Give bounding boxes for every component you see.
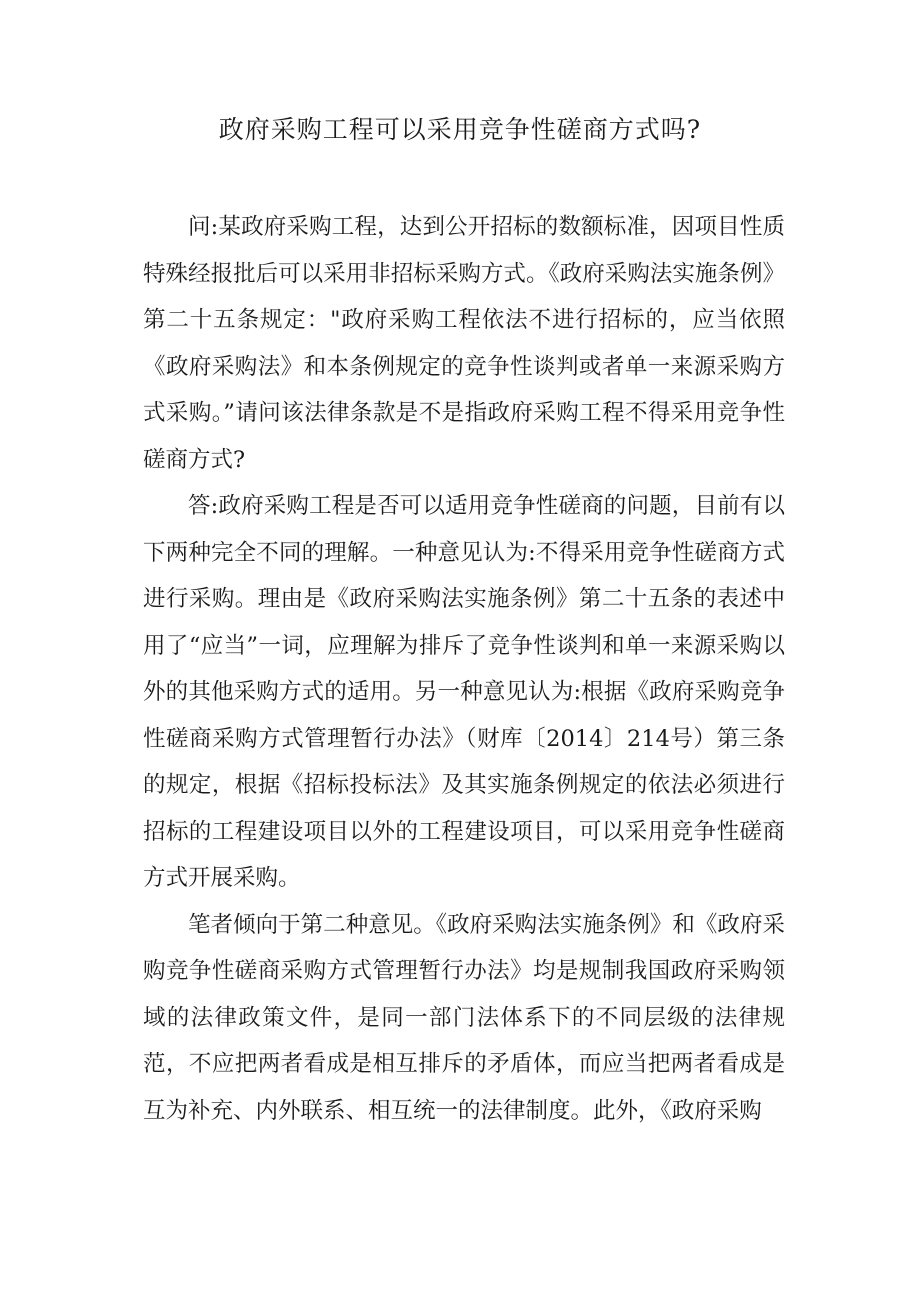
paragraph-question: 问:某政府采购工程，达到公开招标的数额标准，因项目性质特殊经报批后可以采用非招标采购方式。《政府采购法实施条例》第二十五条规定："政府采购工程依法不进行招标的，应当依照《政府采购法》和本条例规定的竞争性谈判或者单一来源采购方式采购。”请问该法律条款是不是指政府采购工程不得采用竞争性磋商方式?: [143, 214, 785, 473]
document-body: [143, 204, 785, 1134]
paragraph-answer: 答:政府采购工程是否可以适用竞争性磋商的问题，目前有以下两种完全不同的理解。一种意见认为:不得采用竞争性磋商方式进行采购。理由是《政府采购法实施条例》第二十五条的表述中用了“应当”一词，应理解为排斥了竞争性谈判和单一来源采购以外的其他采购方式的适用。另一种意见认为:根据《政府采购竞争性磋商采购方式管理暂行办法》（财库〔2014〕214号）第三条的规定，根据《招标投标法》及其实施条例规定的依法必须进行招标的工程建设项目以外的工程建设项目，可以采用竞争性磋商方式开展采购。: [143, 493, 785, 891]
document-title: 政府采购工程可以采用竞争性磋商方式吗?: [218, 115, 702, 144]
paragraph-opinion: 笔者倾向于第二种意见。《政府采购法实施条例》和《政府采购竞争性磋商采购方式管理暂行办法》均是规制我国政府采购领域的法律政策文件，是同一部门法体系下的不同层级的法律规范，不应把两者看成是相互排斥的矛盾体，而应当把两者看成是互为补充、内外联系、相互统一的法律制度。此外，《政府采购: [143, 911, 785, 1124]
